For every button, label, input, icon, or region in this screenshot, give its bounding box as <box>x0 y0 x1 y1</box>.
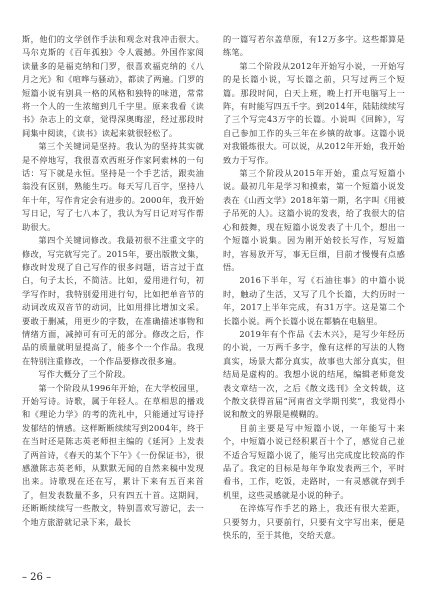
paragraph: 2019年有个作品《去木兴》，是写少年经历的小说，一万两千多字，像有这样的写法的人物真实，场景大都分真实，故事也大部分真实，但结局是虚构的。我想小说的结尾，编辑老师竟发表文章结一次，之后《散文选刊》全文转载，这个散文获得首届“河南省文学期刊奖”，我觉得小说和散文的界限是模糊的。 <box>223 328 405 420</box>
page-number: – 26 – <box>22 572 52 583</box>
paragraph: 第二个阶段从2012年开始写小说，一开始写的是长篇小说，写长篇之前，只写过两三个短篇。那段时间，白天上班，晚上打开电脑写上一阵，有时能写四五千字。到2014年，陆陆续续写了三个写完43万字的长篇。小说叫《回眸》，写自己参加工作的头三年在乡镇的故事。这篇小说对我锻炼很大。可以说，从2012年开始，我开始致力于写作。 <box>223 60 405 165</box>
paragraph: 第四个关键词修改。我最初很不注重文字的修改，写完就写完了。2015年，要出版散文集，修改时发现了自己写作的很多问题，语言过于直白，句子太长，不简洁。比如，爱用进行句，初学写作时，我特别爱用进行句，比如把单音节的动词改成双音节的动词，比如用排比增加文采。要敢于删减，用更少的字数，在准确描述事物和情绪方面，减掉可有可无的部分。修改之后，作品的质量就明显提高了，能多个一个作品。我现在特别注重修改，一个作品要修改很多遍。 <box>22 235 204 366</box>
paragraph: 第一个阶段从1996年开始，在大学校园里，开始写诗。诗歌，属于年轻人。在草相思的播戏和《理论力学》的考的洗礼中，只能通过写诗抒发郁结的情感。这样断断续续写到2004年，终于在当时还是陈志英老师担主编的《延河》上发表了两首诗，《春天的某个下午》《一份保证书》，很感激陈志英老师，从默默无闻的自然来稿中发现出来。诗歌现在还在写，累计下来有五百来首了，但发表数量不多，只有四五十首。这期间，还断断续续写一些散文，特别喜欢写游记，去一个地方旅游就记录下来，最长 <box>22 382 204 527</box>
paragraph: 2016下半年，写《石油往事》的中篇小说时，触动了生活，又写了几个长篇，大约历时一年，2017上半年完成，有31万字。这是第二个长篇小说。两个长篇小说在都躺在电脑里。 <box>223 275 405 326</box>
paragraph: 在淬炼写作手艺的路上，我还有很大差距，只要努力，只要前行，只要有文字写出来，便是快乐的，至于其他，交给天意。 <box>223 503 405 541</box>
right-column <box>223 33 405 542</box>
paragraph: 目前主要是写中短篇小说，一年能写十来个，中短篇小说已经积累百十个了，感觉自己並不适合写短篇小说了，能写出完成度比较高的作品了。我定的目标是每年争取发表两三个，平时看书，工作，吃饭，走路时，一有灵感就存到手机里，这些灵感就是小说的种子。 <box>223 422 405 500</box>
paragraph: 第三个关键词是坚持。我认为的坚持其实就是不停地写，我很喜欢西班牙作家阿索林的一句话：写下就是永恒。坚持是一个手艺活，跟卖油翁没有区别，熟能生巧。每天写几百字，坚持八年十年，写作肯定会有进步的。2000年，我开始写日记，写了七八本了，我认为写日记对写作帮助很大。 <box>22 141 204 232</box>
left-column <box>22 33 204 529</box>
paragraph: 写作大概分了三个阶段。 <box>38 369 131 380</box>
paragraph: 第三个阶段从2015年开始，重点写短篇小说。最初几年是学习和摸索，第一个短篇小说发表在《山西文学》2018年第一期，名字叫《用被子吊死的人》。这篇小说的发表，给了我很大的信心和鼓舞，现在短篇小说发表了十几个，想出一个短篇小说集。因为刚开始较长写作，写短篇时，容易放开写，事无巨细，目前才慢慢有点感悟。 <box>223 168 405 272</box>
paragraph: 的一篇写若尔盖草原，有12万多字。这些都算是练笔。 <box>223 34 405 58</box>
paragraph: 斯，他们的文学创作手法和观念对我冲击很大。马尔克斯的《百年孤独》令人震撼。外国作家阅读量多的是福克纳和门罗，很喜欢福克纳的《八月之光》和《喧哗与骚动》，都读了两遍。门罗的短篇小说有别具一格的风格和独特的味道，常常将一个人的一生浓缩到几千字里。原来我看《读书》杂志上的文章，觉得深奥晦涩，经过那段时间集中阅读，《读书》读起来就很轻松了。 <box>22 34 204 138</box>
